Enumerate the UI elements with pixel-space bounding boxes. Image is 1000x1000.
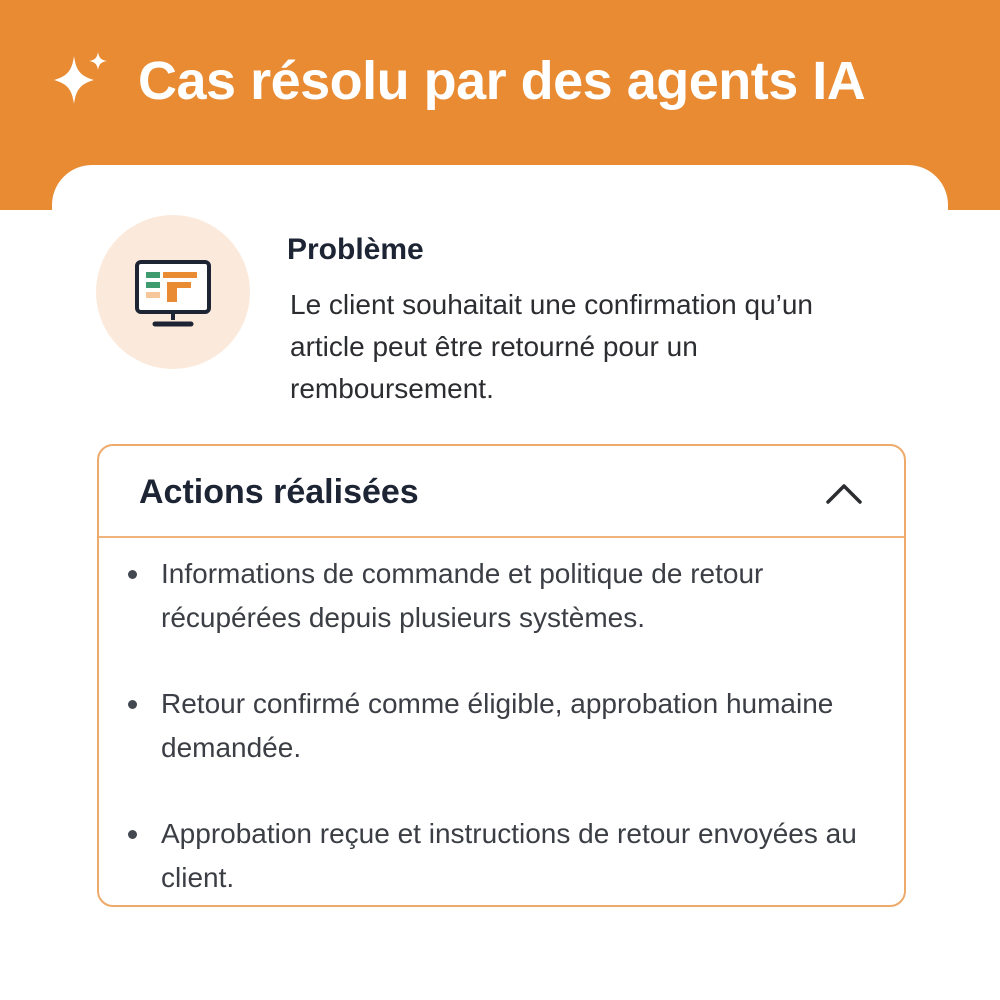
problem-title: Problème <box>287 233 424 266</box>
problem-description: Le client souhaitait une confirmation qu’un article peut être retourné pour un remboursement. <box>290 289 814 404</box>
action-item-text: Approbation reçue et instructions de retour envoyées au client. <box>161 818 857 893</box>
action-item <box>161 682 861 770</box>
actions-title: Actions réalisées <box>139 473 419 511</box>
actions-panel-header[interactable] <box>99 446 904 538</box>
action-item-text: Retour confirmé comme éligible, approbation humaine demandée. <box>161 688 834 763</box>
actions-panel <box>97 444 906 907</box>
sparkle-icon <box>50 48 112 110</box>
page-title: Cas résolu par des agents IA <box>138 51 866 111</box>
bullet-icon <box>128 700 137 709</box>
action-item <box>161 552 861 640</box>
chevron-up-icon[interactable] <box>824 474 864 514</box>
monitor-icon <box>133 258 213 330</box>
action-item-text: Informations de commande et politique de retour récupérées depuis plusieurs systèmes. <box>161 558 764 633</box>
bullet-icon <box>128 830 137 839</box>
action-item <box>161 812 861 900</box>
bullet-icon <box>128 570 137 579</box>
